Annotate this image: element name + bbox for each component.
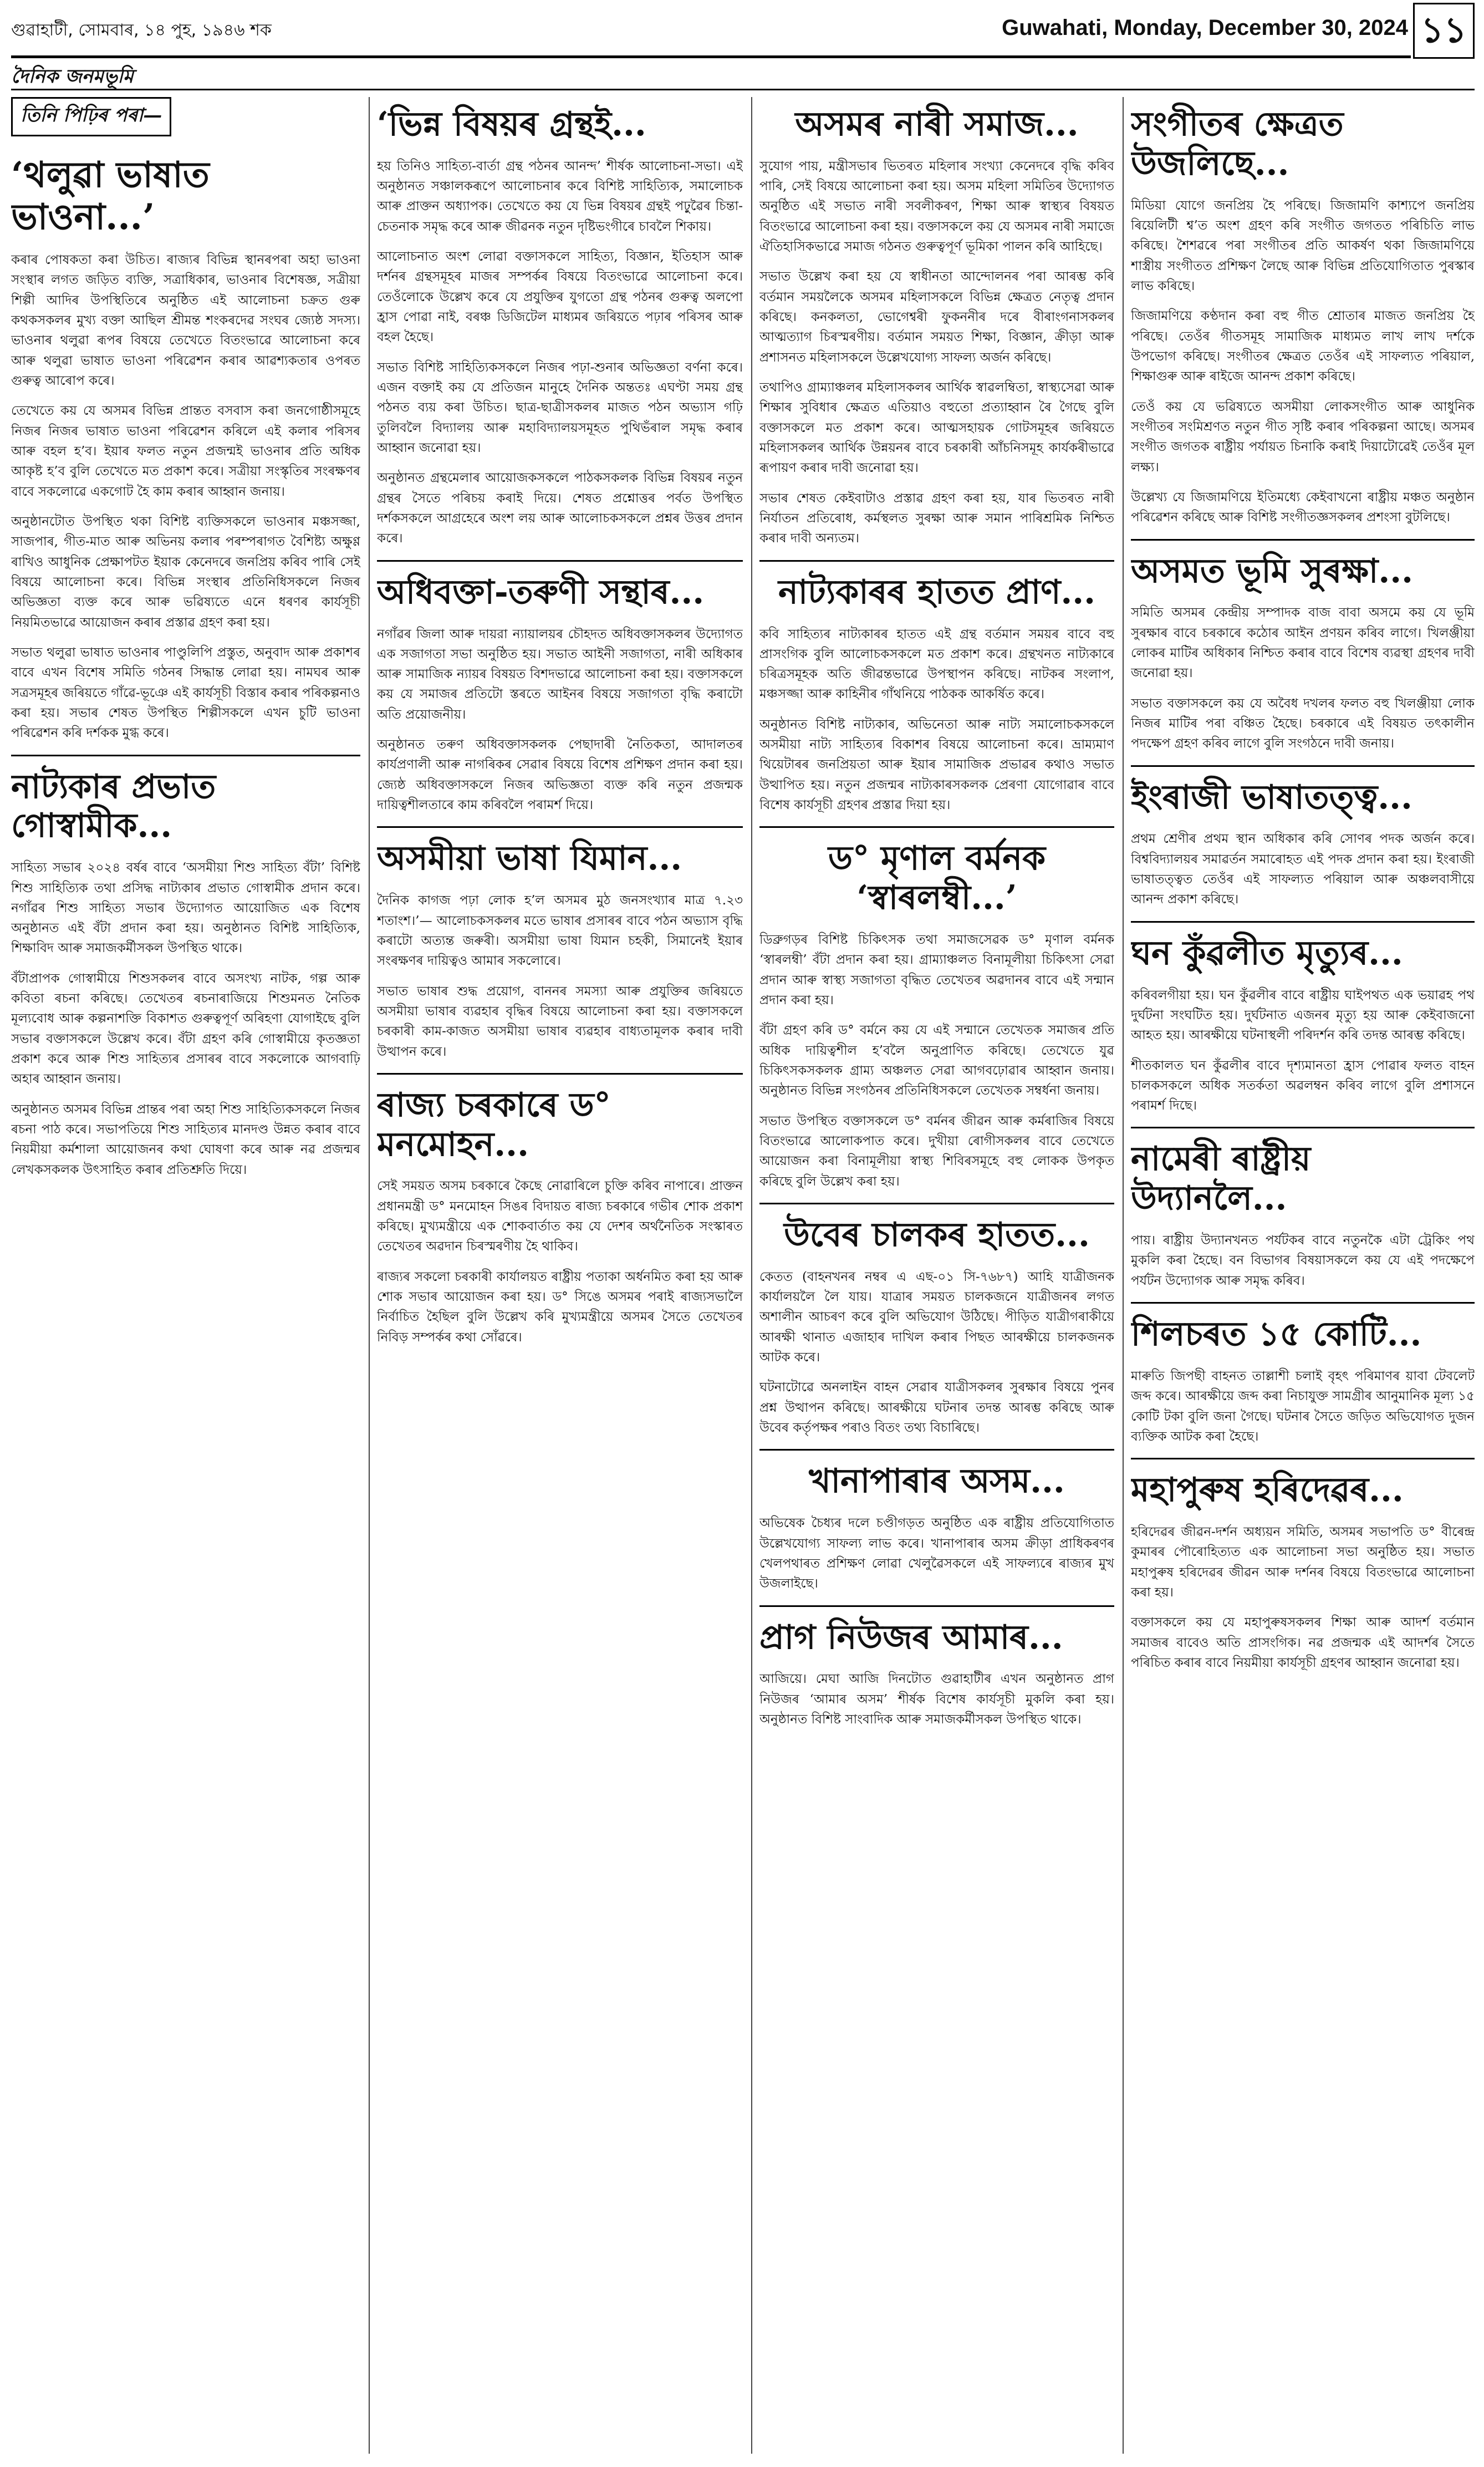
page-number: ১১	[1413, 3, 1475, 59]
article-paragraph: বক্তাসকলে কয় যে মহাপুৰুষসকলৰ শিক্ষা আৰু আদৰ্শ বৰ্তমান সমাজৰ বাবেও অতি প্ৰাসংগিক। নৱ প্ৰজন্মক এই আদৰ্শৰ সৈতে পৰিচিত কৰাৰ বাবে নিয়মীয়া কাৰ্যসূচী গ্ৰহণৰ আহ্বান জনোৱা হয়।	[1131, 1615, 1475, 1670]
column-3	[759, 97, 1114, 2454]
article-paragraph: উল্লেখ্য যে জিজামণিয়ে ইতিমধ্যে কেইবাখনো ৰাষ্ট্ৰীয় মঞ্চত অনুষ্ঠান পৰিৱেশন কৰিছে আৰু বিশিষ্ট সংগীতজ্ঞসকলৰ প্ৰশংসা বুটলিছে।	[1131, 490, 1475, 525]
article-paragraph: সুযোগ পায়, মন্ত্ৰীসভাৰ ভিতৰত মহিলাৰ সংখ্যা কেনেদৰে বৃদ্ধি কৰিব পাৰি, সেই বিষয়ে আলোচনা কৰা হয়। অসম মহিলা সমিতিৰ উদ্যোগত অনুষ্ঠিত এই সভাত নাৰী সবলীকৰণ, শিক্ষা আৰু স্বাস্থ্যৰ বিষয়ত বিতংভাৱে আলোচনা কৰা হয়। বক্তাসকলে কয় যে অসমৰ নাৰী সমাজে ঐতিহাসিকভাৱে সমাজ গঠনত গুৰুত্বপূৰ্ণ ভূমিকা পালন কৰি আহিছে।	[759, 159, 1114, 255]
article-paragraph: শীতকালত ঘন কুঁৱলীৰ বাবে দৃশ্যমানতা হ্ৰাস পোৱাৰ ফলত বাহন চালকসকলে অধিক সতৰ্কতা অৱলম্বন কৰিব লাগে বুলি প্ৰশাসনে পৰামৰ্শ দিছে।	[1131, 1058, 1475, 1113]
article-paragraph: নগাঁৱৰ জিলা আৰু দায়রা ন্যায়ালয়ৰ চৌহদত অধিবক্তাসকলৰ উদ্যোগত এক সজাগতা সভা অনুষ্ঠিত হয়। সভাত আইনী সজাগতা, নাৰী অধিকাৰ আৰু সামাজিক ন্যায়ৰ বিষয়ত বিশদভাৱে আলোচনা কৰা হয়। বক্তাসকলে কয় যে সমাজৰ প্ৰতিটো স্তৰতে আইনৰ বিষয়ে সজাগতা বৃদ্ধি কৰাটো অতি প্ৰয়োজনীয়।	[377, 627, 743, 722]
article-paragraph: আজিয়ে। মেঘা আজি দিনটোত গুৱাহাটীৰ এখন অনুষ্ঠানত প্ৰাগ নিউজৰ ‘আমাৰ অসম’ শীৰ্ষক বিশেষ কাৰ্যসূচী মুকলি কৰা হয়। অনুষ্ঠানত বিশিষ্ট সাংবাদিক আৰু সমাজকৰ্মীসকল উপস্থিত থাকে।	[759, 1672, 1114, 1727]
article-separator	[759, 1449, 1114, 1451]
headline-asomiya-bhasha: অসমীয়া ভাষা যিমান...	[377, 839, 682, 878]
headline-nari-samaj: অসমৰ নাৰী সমাজ...	[795, 105, 1079, 144]
column-2	[377, 97, 743, 2454]
article-separator	[11, 755, 360, 756]
headline-manmohan: ৰাজ্য চৰকাৰে ড° মনমোহন...	[377, 1085, 611, 1164]
article-paragraph: আলোচনাত অংশ লোৱা বক্তাসকলে সাহিত্য, বিজ্ঞান, ইতিহাস আৰু দৰ্শনৰ গ্ৰন্থসমূহৰ মাজৰ সম্পৰ্কৰ বিষয়ে বিতংভাৱে আলোচনা কৰে। তেওঁলোকে উল্লেখ কৰে যে প্ৰযুক্তিৰ যুগতো গ্ৰন্থ পঠনৰ গুৰুত্ব অলপো হ্ৰাস পোৱা নাই, বৰঞ্চ ডিজিটেল মাধ্যমৰ জৰিয়তে পঢ়াৰ পৰিসৰ আৰু বহল হৈছে।	[377, 250, 743, 345]
date-english: Guwahati, Monday, December 30, 2024	[1002, 16, 1408, 40]
page-header	[11, 0, 1475, 61]
article-separator	[1131, 921, 1475, 923]
article-paragraph: অনুষ্ঠানত বিশিষ্ট নাট্যকাৰ, অভিনেতা আৰু নাট্য সমালোচকসকলে অসমীয়া নাট্য সাহিত্যৰ বিকাশৰ বিষয়ে আলোচনা কৰে। ভ্ৰাম্যমাণ থিয়েটাৰৰ জনপ্ৰিয়তা আৰু ইয়াৰ সামাজিক প্ৰভাৱৰ কথাও সভাত উত্থাপিত হয়। নতুন প্ৰজন্মৰ নাট্যকাৰসকলক প্ৰেৰণা যোগোৱাৰ বাবে বিশেষ কাৰ্যসূচী গ্ৰহণৰ প্ৰস্তাৱ দিয়া হয়।	[759, 717, 1114, 813]
article-separator	[1131, 1458, 1475, 1459]
headline-prabhat-goswami: নাট্যকাৰ প্ৰভাত গোস্বামীক...	[11, 767, 216, 846]
article-paragraph: ঘটনাটোৱে অনলাইন বাহন সেৱাৰ যাত্ৰীসকলৰ সুৰক্ষাৰ বিষয়ে পুনৰ প্ৰশ্ন উত্থাপন কৰিছে। আৰক্ষীয়ে ঘটনাৰ তদন্ত আৰম্ভ কৰিছে আৰু উবেৰ কৰ্তৃপক্ষৰ পৰাও বিতং তথ্য বিচাৰিছে।	[759, 1380, 1114, 1436]
article-paragraph: তেখেতে কয় যে অসমৰ বিভিন্ন প্ৰান্তত বসবাস কৰা জনগোষ্ঠীসমূহে নিজৰ নিজৰ ভাষাত ভাওনা পৰিৱেশন কৰিলে এই কলাৰ পৰিসৰ আৰু বহল হ’ব। ইয়াৰ ফলত নতুন প্ৰজন্মই ভাওনাৰ প্ৰতি অধিক আকৃষ্ট হ’ব বুলি তেখেতে মত প্ৰকাশ কৰে। সত্ৰীয়া সংস্কৃতিৰ সংৰক্ষণৰ বাবে সকলোৱে একগোট হৈ কাম কৰাৰ আহ্বান জনায়।	[11, 404, 360, 499]
article-separator	[759, 1203, 1114, 1204]
article-paragraph: দৈনিক কাগজ পঢ়া লোক হ’ল অসমৰ মুঠ জনসংখ্যাৰ মাত্ৰ ৭.২৩ শতাংশ।’— আলোচকসকলৰ মতে ভাষাৰ প্ৰসাৰৰ বাবে পঠন অভ্যাস বৃদ্ধি কৰাটো অত্যন্ত জৰুৰী। অসমীয়া ভাষা যিমান চহকী, সিমানেই ইয়াৰ সংৰক্ষণৰ দায়িত্বও আমাৰ সকলোৰে।	[377, 893, 743, 969]
article-paragraph: সমিতি অসমৰ কেন্দ্ৰীয় সম্পাদক বাজ বাবা অসমে কয় যে ভূমি সুৰক্ষাৰ বাবে চৰকাৰে কঠোৰ আইন প্ৰণয়ন কৰিব লাগে। খিলঞ্জীয়া লোকৰ মাটিৰ অধিকাৰ নিশ্চিত কৰাৰ বাবে বিশেষ ব্যৱস্থা গ্ৰহণৰ দাবী জনোৱা হয়।	[1131, 606, 1475, 681]
article-paragraph: বঁটাপ্ৰাপক গোস্বামীয়ে শিশুসকলৰ বাবে অসংখ্য নাটক, গল্প আৰু কবিতা ৰচনা কৰিছে। তেখেতৰ ৰচনাৰাজিয়ে শিশুমনত নৈতিক মূল্যবোধ আৰু কল্পনাশক্তি বিকাশত গুৰুত্বপূৰ্ণ অৰিহণা যোগাইছে বুলি সভাৰ বক্তাসকলে উল্লেখ কৰে। বঁটা গ্ৰহণ কৰি গোস্বামীয়ে কৃতজ্ঞতা প্ৰকাশ কৰে আৰু শিশু সাহিত্যৰ প্ৰসাৰৰ বাবে সকলোকে আগবাঢ়ি অহাৰ আহ্বান জনায়।	[11, 971, 360, 1087]
section-tag: তিনি পিঢ়িৰ পৰা—	[11, 97, 171, 136]
article-paragraph: সভাত বিশিষ্ট সাহিত্যিকসকলে নিজৰ পঢ়া-শুনাৰ অভিজ্ঞতা বৰ্ণনা কৰে। এজন বক্তাই কয় যে প্ৰতিজন মানুহে দৈনিক অন্ততঃ এঘণ্টা সময় গ্ৰন্থ পঠনত ব্যয় কৰা উচিত। ছাত্ৰ-ছাত্ৰীসকলৰ মাজত পঠন অভ্যাস গঢ়ি তুলিবলৈ বিদ্যালয় আৰু মহাবিদ্যালয়সমূহত পুথিভঁৰাল সমৃদ্ধ কৰাৰ আহ্বান জনোৱা হয়।	[377, 360, 743, 456]
article-paragraph: সাহিত্য সভাৰ ২০২৪ বৰ্ষৰ বাবে ‘অসমীয়া শিশু সাহিত্য বঁটা’ বিশিষ্ট শিশু সাহিত্যিক তথা প্ৰসিদ্ধ নাট্যকাৰ প্ৰভাত গোস্বামীক প্ৰদান কৰে। নগাঁৱৰ শিশু সাহিত্য সভাৰ উদ্যোগত আয়োজিত এক বিশেষ অনুষ্ঠানত এই বঁটা প্ৰদান কৰা হয়। অনুষ্ঠানত বিশিষ্ট সাহিত্যিক, শিক্ষাবিদ আৰু সমাজকৰ্মীসকল উপস্থিত থাকে।	[11, 861, 360, 956]
article-paragraph: সভাত উপস্থিত বক্তাসকলে ড° বৰ্মনৰ জীৱন আৰু কৰ্মৰাজিৰ বিষয়ে বিতংভাৱে আলোকপাত কৰে। দুখীয়া ৰোগীসকলৰ বাবে তেখেতে আয়োজন কৰা বিনামূলীয়া স্বাস্থ্য শিবিৰসমূহে বহু লোকক উপকৃত কৰিছে বুলি উল্লেখ কৰা হয়।	[759, 1113, 1114, 1189]
article-paragraph: তেওঁ কয় যে ভৱিষ্যতে অসমীয়া লোকসংগীত আৰু আধুনিক সংগীতৰ সংমিশ্ৰণত নতুন গীত সৃষ্টি কৰাৰ পৰিকল্পনা আছে। অসমৰ সংগীত জগতক ৰাষ্ট্ৰীয় পৰ্যায়ত চিনাকি কৰাই দিয়াটোৱেই তেওঁৰ মূল লক্ষ্য।	[1131, 399, 1475, 475]
date-local: গুৱাহাটী, সোমবাৰ, ১৪ পুহ, ১৯৪৬ শক	[11, 21, 272, 40]
article-paragraph: কবি সাহিত্যৰ নাট্যকাৰৰ হাতত এই গ্ৰন্থ বৰ্তমান সময়ৰ বাবে বহু প্ৰাসংগিক বুলি আলোচকসকলে মত প্ৰকাশ কৰে। গ্ৰন্থখনত নাট্যকাৰে চৰিত্ৰসমূহক অতি জীৱন্তভাৱে উপস্থাপন কৰিছে। নাটকৰ সংলাপ, মঞ্চসজ্জা আৰু কাহিনীৰ গাঁথনিয়ে পাঠকক আকৰ্ষিত কৰে।	[759, 627, 1114, 702]
headline-silchar: শিলচৰত ১৫ কোটি...	[1131, 1315, 1422, 1354]
article-separator	[377, 560, 743, 562]
article-paragraph: অভিষেক চৈধ্যৰ দলে চণ্ডীগড়ত অনুষ্ঠিত এক ৰাষ্ট্ৰীয় প্ৰতিযোগিতাত উল্লেখযোগ্য সাফল্য লাভ কৰে। খানাপাৰাৰ অসম ক্ৰীড়া প্ৰাধিকৰণৰ খেলপথাৰত প্ৰশিক্ষণ লোৱা খেলুৱৈসকলে এই সাফল্যৰে ৰাজ্যৰ মুখ উজলাইছে।	[759, 1516, 1114, 1591]
header-rule	[11, 55, 1411, 58]
article-separator	[759, 560, 1114, 562]
headline-bhumi-suraksha: অসমত ভূমি সুৰক্ষা...	[1131, 551, 1413, 591]
masthead-rule	[11, 89, 1475, 90]
article-paragraph: বঁটা গ্ৰহণ কৰি ড° বৰ্মনে কয় যে এই সন্মানে তেখেতক সমাজৰ প্ৰতি অধিক দায়িত্বশীল হ’বলৈ অনুপ্ৰাণিত কৰিছে। তেখেতে যুৱ চিকিৎসকসকলক গ্ৰাম্য অঞ্চলত সেৱা আগবঢ়োৱাৰ আহ্বান জনায়। অনুষ্ঠানত বিভিন্ন সংগঠনৰ প্ৰতিনিধিসকলে তেখেতক সম্বৰ্ধনা জনায়।	[759, 1023, 1114, 1098]
article-paragraph: অনুষ্ঠানটোত উপস্থিত থকা বিশিষ্ট ব্যক্তিসকলে ভাওনাৰ মঞ্চসজ্জা, সাজপাৰ, গীত-মাত আৰু অভিনয় কলাৰ পৰম্পৰাগত বৈশিষ্ট্য অক্ষুণ্ণ ৰাখিও আধুনিক প্ৰেক্ষাপটত ইয়াক কেনেদৰে জনপ্ৰিয় কৰিব পাৰি সেই বিষয়ে আলোচনা কৰে। বিভিন্ন সংস্থাৰ প্ৰতিনিধিসকলে নিজৰ অভিজ্ঞতা ব্যক্ত কৰে আৰু ভৱিষ্যতে এনে ধৰণৰ কাৰ্যসূচী নিয়মিতভাৱে আয়োজন কৰাৰ প্ৰস্তাৱ গ্ৰহণ কৰা হয়।	[11, 514, 360, 630]
article-paragraph: পায়। ৰাষ্ট্ৰীয় উদ্যানখনত পৰ্যটকৰ বাবে নতুনকৈ এটা ট্ৰেকিং পথ মুকলি কৰা হৈছে। বন বিভাগৰ বিষয়াসকলে কয় যে এই পদক্ষেপে পৰ্যটন উদ্যোগক আৰু সমৃদ্ধ কৰিব।	[1131, 1233, 1475, 1288]
article-paragraph: মাৰুতি জিপছী বাহনত তাল্লাশী চলাই বৃহৎ পৰিমাণৰ য়াবা টেবলেট জব্দ কৰে। আৰক্ষীয়ে জব্দ কৰা নিচাযুক্ত সামগ্ৰীৰ আনুমানিক মূল্য ১৫ কোটি টকা বুলি জনা গৈছে। ঘটনাৰ সৈতে জড়িত অভিযোগত দুজন ব্যক্তিক আটক কৰা হৈছে।	[1131, 1369, 1475, 1444]
article-paragraph: হয় তিনিও সাহিত্য-বাৰ্তা গ্ৰন্থ পঠনৰ আনন্দ’ শীৰ্ষক আলোচনা-সভা। এই অনুষ্ঠানত সঞ্চালকৰূপে আলোচনাৰ কৰে বিশিষ্ট সাহিত্যিক, সমালোচক আৰু প্ৰাক্তন অধ্যাপক। তেখেতে কয় যে ভিন্ন বিষয়ৰ গ্ৰন্থই পঢ়ুৱৈৰ চিন্তা-চেতনাক সমৃদ্ধ কৰে আৰু জীৱনক নতুন দৃষ্টিভংগীৰে চাবলৈ শিকায়।	[377, 159, 743, 234]
article-separator	[1131, 1127, 1475, 1128]
headline-english-linguistics: ইংৰাজী ভাষাতত্ত্ব...	[1131, 777, 1412, 817]
headline-bhinna-bishay: ‘ভিন্ন বিষয়ৰ গ্ৰন্থই...	[377, 105, 646, 144]
column-1	[11, 97, 360, 2454]
headline-uber-chalak: উবেৰ চালকৰ হাতত...	[784, 1215, 1090, 1254]
headline-haridev: মহাপুৰুষ হৰিদেৱৰ...	[1131, 1471, 1404, 1510]
article-separator	[1131, 1302, 1475, 1304]
headline-natyakar-prana: নাট্যকাৰৰ হাতত প্ৰাণ...	[778, 572, 1096, 612]
article-paragraph: ৰাজ্যৰ সকলো চৰকাৰী কাৰ্যালয়ত ৰাষ্ট্ৰীয় পতাকা অৰ্ধনমিত কৰা হয় আৰু শোক সভাৰ আয়োজন কৰা হয়। ড° সিঙে অসমৰ পৰাই ৰাজ্যসভালৈ নিৰ্বাচিত হৈছিল বুলি উল্লেখ কৰি মুখ্যমন্ত্ৰীয়ে অসমৰ সৈতে তেখেতৰ নিবিড় সম্পৰ্কৰ কথা সোঁৱৰে।	[377, 1269, 743, 1345]
column-divider	[369, 97, 370, 2454]
article-paragraph: অনুষ্ঠানত তৰুণ অধিবক্তাসকলক পেছাদাৰী নৈতিকতা, আদালতৰ কাৰ্যপ্ৰণালী আৰু নাগৰিকৰ সেৱাৰ বিষয়ে বিশেষ প্ৰশিক্ষণ প্ৰদান কৰা হয়। জ্যেষ্ঠ অধিবক্তাসকলে নিজৰ অভিজ্ঞতা ব্যক্ত কৰি নতুন প্ৰজন্মক দায়িত্বশীলতাৰে কাম কৰিবলৈ পৰামৰ্শ দিয়ে।	[377, 737, 743, 813]
article-paragraph: অনুষ্ঠানত গ্ৰন্থমেলাৰ আয়োজকসকলে পাঠকসকলক বিভিন্ন বিষয়ৰ নতুন গ্ৰন্থৰ সৈতে পৰিচয় কৰাই দিয়ে। শেষত প্ৰশ্নোত্তৰ পৰ্বত উপস্থিত দৰ্শকসকলে আগ্ৰহেৰে অংশ লয় আৰু আলোচকসকলে প্ৰশ্নৰ উত্তৰ প্ৰদান কৰে।	[377, 471, 743, 546]
headline-adhibakta: অধিবক্তা-তৰুণী সন্থাৰ...	[377, 572, 705, 612]
article-paragraph: তথাপিও গ্ৰাম্যাঞ্চলৰ মহিলাসকলৰ আৰ্থিক স্বাৱলম্বিতা, স্বাস্থ্যসেৱা আৰু শিক্ষাৰ সুবিধাৰ ক্ষেত্ৰত এতিয়াও বহুতো প্ৰত্যাহ্বান ৰৈ গৈছে বুলি বক্তাসকলে মত প্ৰকাশ কৰে। আত্মসহায়ক গোটসমূহৰ জৰিয়তে মহিলাসকলৰ আৰ্থিক উন্নয়নৰ বাবে চৰকাৰী আঁচনিসমূহ কাৰ্যকৰীভাৱে ৰূপায়ণ কৰাৰ দাবী জনোৱা হয়।	[759, 380, 1114, 476]
article-paragraph: সেই সময়ত অসম চৰকাৰে কৈছে নোৱাৰিলে চুক্তি কৰিব নাপাৰে। প্ৰাক্তন প্ৰধানমন্ত্ৰী ড° মনমোহন সিঙৰ বিদায়ত ৰাজ্য চৰকাৰে গভীৰ শোক প্ৰকাশ কৰিছে। মুখ্যমন্ত্ৰীয়ে এক শোকবাৰ্তাত কয় যে দেশৰ অৰ্থনৈতিক সংস্কাৰত তেখেতৰ অৱদান চিৰস্মৰণীয় হৈ থাকিব।	[377, 1179, 743, 1254]
article-paragraph: সভাত থলুৱা ভাষাত ভাওনাৰ পাণ্ডুলিপি প্ৰস্তুত, অনুবাদ আৰু প্ৰকাশৰ বাবে এখন বিশেষ সমিতি গঠনৰ সিদ্ধান্ত লোৱা হয়। নামঘৰ আৰু সত্ৰসমূহৰ জৰিয়তে গাঁৱে-ভূঞে এই কাৰ্যসূচী বিস্তাৰ কৰাৰ পৰিকল্পনাও কৰা হয়। সভাৰ শেষত উপস্থিত শিল্পীসকলে এখন চুটি ভাওনা পৰিৱেশন কৰি দৰ্শকক মুগ্ধ কৰে।	[11, 645, 360, 741]
article-paragraph: সভাত ভাষাৰ শুদ্ধ প্ৰয়োগ, বাননৰ সমস্যা আৰু প্ৰযুক্তিৰ জৰিয়তে অসমীয়া ভাষাৰ ব্যৱহাৰ বৃদ্ধিৰ বিষয়ে আলোচনা কৰা হয়। বক্তাসকলে চৰকাৰী কাম-কাজত অসমীয়া ভাষাৰ ব্যৱহাৰ বাধ্যতামূলক কৰাৰ দাবী উত্থাপন কৰে।	[377, 984, 743, 1059]
headline-khanapara: খানাপাৰাৰ অসম...	[809, 1462, 1065, 1501]
article-separator	[759, 1605, 1114, 1607]
headline-fog-death: ঘন কুঁৱলীত মৃত্যুৰ...	[1131, 933, 1403, 973]
article-paragraph: কৰিবলগীয়া হয়। ঘন কুঁৱলীৰ বাবে ৰাষ্ট্ৰীয় ঘাইপথত এক ভয়াৱহ পথ দুৰ্ঘটনা সংঘটিত হয়। দুৰ্ঘটনাত এজনৰ মৃত্যু হয় আৰু কেইবাজনো আহত হয়। আৰক্ষীয়ে ঘটনাস্থলী পৰিদৰ্শন কৰি তদন্ত আৰম্ভ কৰিছে।	[1131, 988, 1475, 1043]
article-paragraph: সভাত বক্তাসকলে কয় যে অবৈধ দখলৰ ফলত বহু খিলঞ্জীয়া লোক নিজৰ মাটিৰ পৰা বঞ্চিত হৈছে। চৰকাৰে এই বিষয়ত তৎকালীন পদক্ষেপ গ্ৰহণ কৰিব লাগে বুলি সংগঠনে দাবী জনায়।	[1131, 696, 1475, 751]
article-paragraph: কৰাৰ পোষকতা কৰা উচিত। ৰাজ্যৰ বিভিন্ন স্থানৰপৰা অহা ভাওনা সংস্থাৰ লগত জড়িত ব্যক্তি, সত্ৰাধিকাৰ, ভাওনাৰ বিশেষজ্ঞ, সত্ৰীয়া শিল্পী আদিৰ উপস্থিতিৰে অনুষ্ঠিত এই আলোচনা চক্ৰত গুৰু কথকসকলৰ মুখ্য বক্তা আছিল শ্ৰীমন্ত শংকৰদেৱ সংঘৰ জ্যেষ্ঠ সদস্য। ভাওনাৰ থলুৱা ৰূপৰ বিষয়ে তেখেতে বিতংভাৱে আলোচনা কৰে আৰু থলুৱা ভাষাত ভাওনা পৰিৱেশন কৰাৰ আৱশ্যকতাৰ ওপৰত গুৰুত্ব আৰোপ কৰে।	[11, 253, 360, 388]
article-separator	[1131, 539, 1475, 541]
article-paragraph: প্ৰথম শ্ৰেণীৰ প্ৰথম স্থান অধিকাৰ কৰি সোণৰ পদক অৰ্জন কৰে। বিশ্ববিদ্যালয়ৰ সমাৱৰ্তন সমাৰোহত এই পদক প্ৰদান কৰা হয়। ইংৰাজী ভাষাতত্ত্বত তেওঁৰ এই সাফল্যত পৰিয়াল আৰু অঞ্চলবাসীয়ে আনন্দ প্ৰকাশ কৰিছে।	[1131, 832, 1475, 907]
masthead: দৈনিক জনমভূমি	[11, 65, 134, 88]
article-paragraph: জিজামণিয়ে কণ্ঠদান কৰা বহু গীত শ্ৰোতাৰ মাজত জনপ্ৰিয় হৈ পৰিছে। তেওঁৰ গীতসমূহ সামাজিক মাধ্যমত লাখ লাখ দৰ্শকে উপভোগ কৰিছে। সংগীতৰ ক্ষেত্ৰত তেওঁৰ এই সাফল্যত পৰিয়াল, শিক্ষাগুৰু আৰু ৰাইজে আনন্দ প্ৰকাশ কৰিছে।	[1131, 309, 1475, 384]
column-divider	[751, 97, 752, 2454]
headline-prag-news: প্ৰাগ নিউজৰ আমাৰ...	[759, 1617, 1063, 1657]
article-separator	[377, 1073, 743, 1075]
article-separator	[759, 826, 1114, 828]
article-paragraph: সভাৰ শেষত কেইবাটাও প্ৰস্তাৱ গ্ৰহণ কৰা হয়, যাৰ ভিতৰত নাৰী নিৰ্যাতন প্ৰতিৰোধ, কৰ্মস্থলত সুৰক্ষা আৰু সমান পাৰিশ্ৰমিক নিশ্চিত কৰাৰ দাবী অন্যতম।	[759, 491, 1114, 546]
column-divider	[1123, 97, 1124, 2454]
column-4	[1131, 97, 1475, 2454]
article-paragraph: অনুষ্ঠানত অসমৰ বিভিন্ন প্ৰান্তৰ পৰা অহা শিশু সাহিত্যিকসকলে নিজৰ ৰচনা পাঠ কৰে। সভাপতিয়ে শিশু সাহিত্যৰ মানদণ্ড উন্নত কৰাৰ বাবে নিয়মীয়া কৰ্মশালা আয়োজনৰ কথা ঘোষণা কৰে আৰু নৱ প্ৰজন্মৰ লেখকসকলক উৎসাহিত কৰাৰ প্ৰতিশ্ৰুতি দিয়ে।	[11, 1102, 360, 1177]
article-paragraph: সভাত উল্লেখ কৰা হয় যে স্বাধীনতা আন্দোলনৰ পৰা আৰম্ভ কৰি বৰ্তমান সময়লৈকে অসমৰ মহিলাসকলে বিভিন্ন ক্ষেত্ৰত নেতৃত্ব প্ৰদান কৰিছে। কনকলতা, ভোগেশ্বৰী ফুকননীৰ দৰে বীৰাংগনাসকলৰ আত্মত্যাগ চিৰস্মৰণীয়। বৰ্তমান সময়ত শিক্ষা, বিজ্ঞান, ক্ৰীড়া আৰু প্ৰশাসনত মহিলাসকলে উল্লেখযোগ্য সাফল্য অৰ্জন কৰিছে।	[759, 269, 1114, 365]
headline-nameri-park: নামেৰী ৰাষ্ট্ৰীয় উদ্যানলৈ...	[1131, 1140, 1311, 1218]
headline-sangeet: সংগীতৰ ক্ষেত্ৰত উজলিছে...	[1131, 105, 1344, 183]
article-paragraph: কেতত (বাহনখনৰ নম্বৰ এ এছ-০১ সি-৭৬৮৭) আহি যাত্ৰীজনক কাৰ্যালয়লৈ লৈ যায়। যাত্ৰাৰ সময়ত চালকজনে যাত্ৰীজনৰ লগত অশালীন আচৰণ কৰে বুলি অভিযোগ উঠিছে। পীড়িত যাত্ৰীগৰাকীয়ে আৰক্ষী থানাত এজাহাৰ দাখিল কৰাৰ পিছত আৰক্ষীয়ে চালকজনক আটক কৰে।	[759, 1269, 1114, 1365]
article-paragraph: ডিব্ৰুগড়ৰ বিশিষ্ট চিকিৎসক তথা সমাজসেৱক ড° মৃণাল বৰ্মনক ‘স্বাৰলম্বী’ বঁটা প্ৰদান কৰা হয়। গ্ৰাম্যাঞ্চলত বিনামূলীয়া চিকিৎসা সেৱা প্ৰদান আৰু স্বাস্থ্য সজাগতা বৃদ্ধিত তেখেতৰ অৱদানৰ বাবে এই সন্মান প্ৰদান কৰা হয়।	[759, 933, 1114, 1008]
headline-thaluwa-bhasha: ‘থলুৱা ভাষাত ভাওনা...’	[11, 154, 210, 238]
article-separator	[377, 826, 743, 828]
article-separator	[1131, 765, 1475, 767]
article-paragraph: মিডিয়া যোগে জনপ্ৰিয় হৈ পৰিছে। জিজামণি কাশ্যপে জনপ্ৰিয় ৰিয়েলিটী শ্ব’ত অংশ গ্ৰহণ কৰি সংগীত জগতত পৰিচিতি লাভ কৰিছে। শৈশৱৰে পৰা সংগীতৰ প্ৰতি আকৰ্ষণ থকা জিজামণিয়ে শাস্ত্ৰীয় সংগীতত প্ৰশিক্ষণ লৈছে আৰু বিভিন্ন প্ৰতিযোগিতাত পুৰস্কাৰ লাভ কৰিছে।	[1131, 198, 1475, 293]
article-paragraph: হৰিদেৱৰ জীৱন-দৰ্শন অধ্যয়ন সমিতি, অসমৰ সভাপতি ড° বীৰেন্দ্ৰ কুমাৰৰ পৌৰোহিত্যত এক আলোচনা সভা অনুষ্ঠিত হয়। সভাত মহাপুৰুষ হৰিদেৱৰ জীৱন আৰু দৰ্শনৰ বিষয়ে বিতংভাৱে আলোচনা কৰা হয়।	[1131, 1524, 1475, 1600]
headline-mrinal-barman: ড° মৃণাল বৰ্মনক ‘স্বাৰলম্বী...’	[828, 839, 1046, 918]
